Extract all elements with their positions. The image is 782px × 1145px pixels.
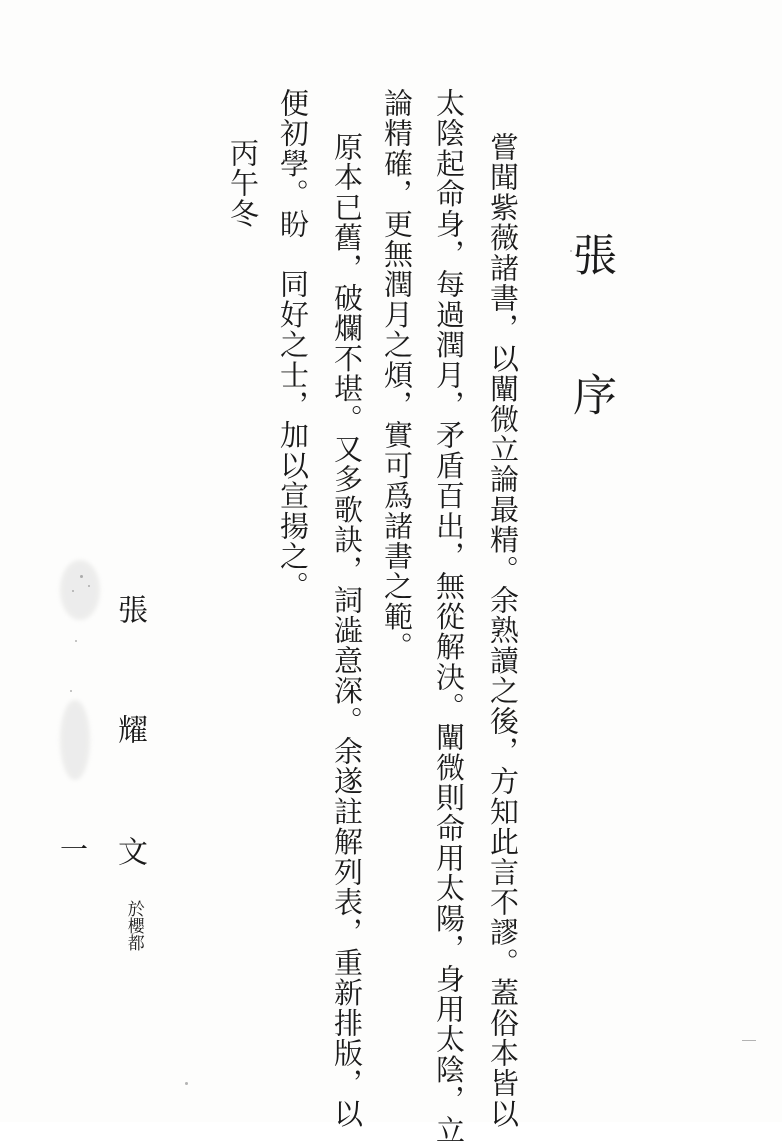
signature-location: 於櫻都 [123, 900, 144, 951]
page-title: 張序 [565, 232, 616, 512]
scan-speck [185, 1082, 188, 1085]
scan-speck [70, 690, 72, 692]
body-column-2: 太陰起命身，每過潤月，矛盾百出，無從解決。闡微則命用太陽，身用太陰，立 [432, 88, 466, 1145]
body-column-3: 論精確，更無潤月之煩，實可爲諸書之範。 [380, 88, 414, 662]
scan-speck [72, 590, 74, 592]
date-line: 丙午冬 [226, 138, 260, 229]
signature-given-2: 文 [112, 836, 147, 866]
scan-speck [88, 585, 90, 587]
scan-smudge [60, 560, 100, 620]
scan-speck [742, 1040, 756, 1041]
body-column-4: 原本已舊，破爛不堪。又多歌訣，詞澁意深。余遂註解列表，重新排版，以 [330, 132, 364, 1129]
scan-speck [75, 640, 77, 642]
signature-given-1: 耀 [112, 714, 147, 744]
body-column-1: 嘗聞紫薇諸書，以闡微立論最精。余熟讀之後，方知此言不謬。蓋俗本皆以 [486, 132, 520, 1129]
scan-speck [80, 575, 83, 578]
page-number: 一 [60, 833, 89, 866]
scan-smudge [60, 700, 90, 780]
body-column-5: 便初學。盼 同好之士，加以宣揚之。 [276, 88, 310, 602]
signature-surname: 張 [112, 594, 147, 624]
